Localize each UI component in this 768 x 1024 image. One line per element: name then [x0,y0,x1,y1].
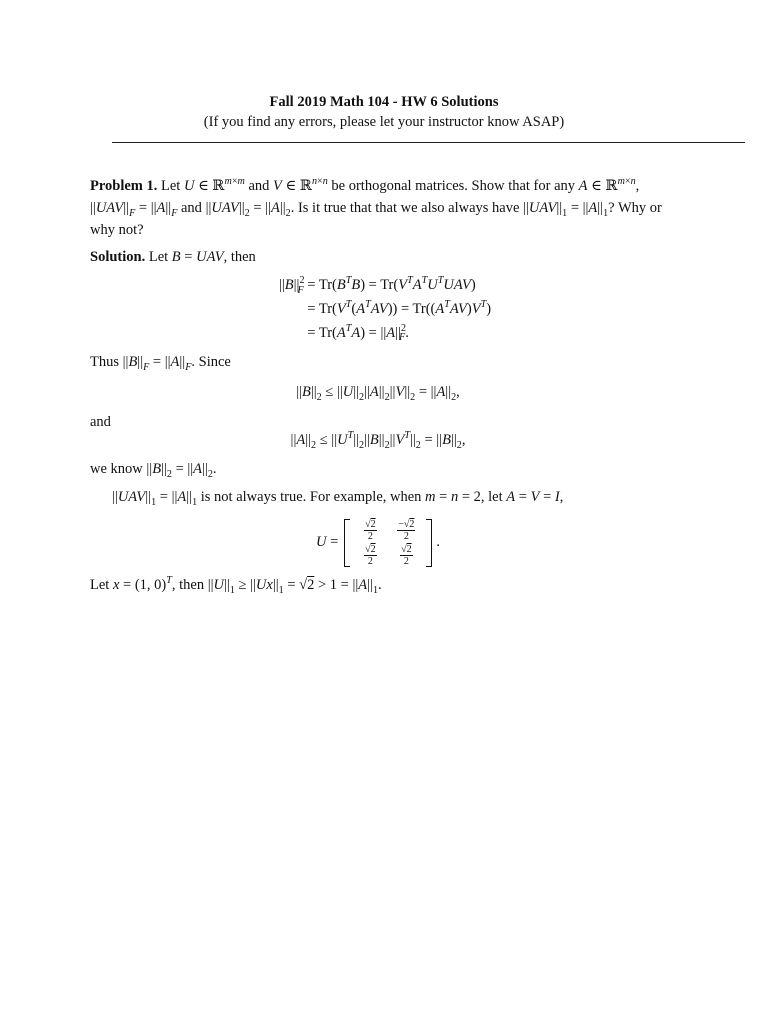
final-line: Let x = (1, 0)$^T$, then $||U||_1 \ge ||Ux||_1 = √2 > 1 = ||A||_1$. [90,574,382,596]
solution-label: Solution. [90,249,146,266]
solution-intro: Solution. Let B = UAV, then [90,249,256,266]
solution-text: we know [90,461,143,478]
solution-text: Let [148,249,169,266]
solution-text: is not always true. For example, when [200,489,422,505]
problem-text: . Is it true that that we also always have [290,199,520,216]
solution-text: , let [480,489,503,505]
document-subtitle: (If you find any errors, please let your instructor know ASAP) [203,114,565,130]
we-know-line: we know $||B||_2 = ||A||_2$. [90,461,217,481]
solution-text: , then [171,576,205,593]
problem-text: be orthogonal matrices. Show that for any [331,178,576,194]
solution-text: Thus [90,354,119,371]
and-line: and [90,413,111,430]
document-header [0,92,768,132]
document-body [90,176,666,597]
solution-text: , then [223,249,256,266]
problem-statement: Problem 1. Let U ∈ ℝ$^{m\times m}$ and V ∈ ℝ$^{n\times n}$ be orthogonal matrices. Show that for any A ∈ ℝ$^{m\times n}$, $||UAV||_F = ||A||_F$ and $||UAV||_2 = ||A||_2$. Is it true that that we also always have $||UAV||_1 = ||A||_1$? Why or why not? [90,176,662,238]
problem-text: and [181,199,202,216]
problem-text: and [248,178,270,194]
counterexample-intro: $||UAV||_1 = ||A||_1$ is not always true. For example, when m = n = 2, let A = V = I, [112,489,564,508]
header-divider [112,142,745,143]
solution-text: . Since [191,354,231,371]
document-title: Fall 2019 Math 104 - HW 6 Solutions [269,94,499,110]
norm2-inequality-2: $||A||_2 \le ||U^T||_2||B||_2||V^T||_2 = ||B||_2$, [290,429,466,451]
frobenius-derivation: $||B||^2_F$ = $Tr(B^TB) = Tr(V^TA^TU^TUAV)$ = $Tr(V^T(A^TAV)) = Tr((A^TAV)V^T)$ = $Tr(A^TA) = ||A||^2_F$. [278,275,492,344]
matrix-u-definition: U = $\frac{√2}{2}$ $\frac{-√2}{2}$ $\frac{√2}{2}$ $\frac{√2}{2}$ . [316,518,440,567]
problem-text: ? Why or why not? [90,199,662,238]
thus-line: Thus $||B||_F = ||A||_F$. Since [90,354,231,374]
norm2-inequality-1: $||B||_2 \le ||U||_2||A||_2||V||_2 = ||A||_2$, [296,384,460,403]
problem-text: Let [161,178,181,194]
matrix-u: $\frac{√2}{2}$ $\frac{-√2}{2}$ $\frac{√2}{2}$ $\frac{√2}{2}$ [365,518,415,567]
problem-label: Problem 1. [90,178,158,194]
solution-text: Let [90,576,110,593]
